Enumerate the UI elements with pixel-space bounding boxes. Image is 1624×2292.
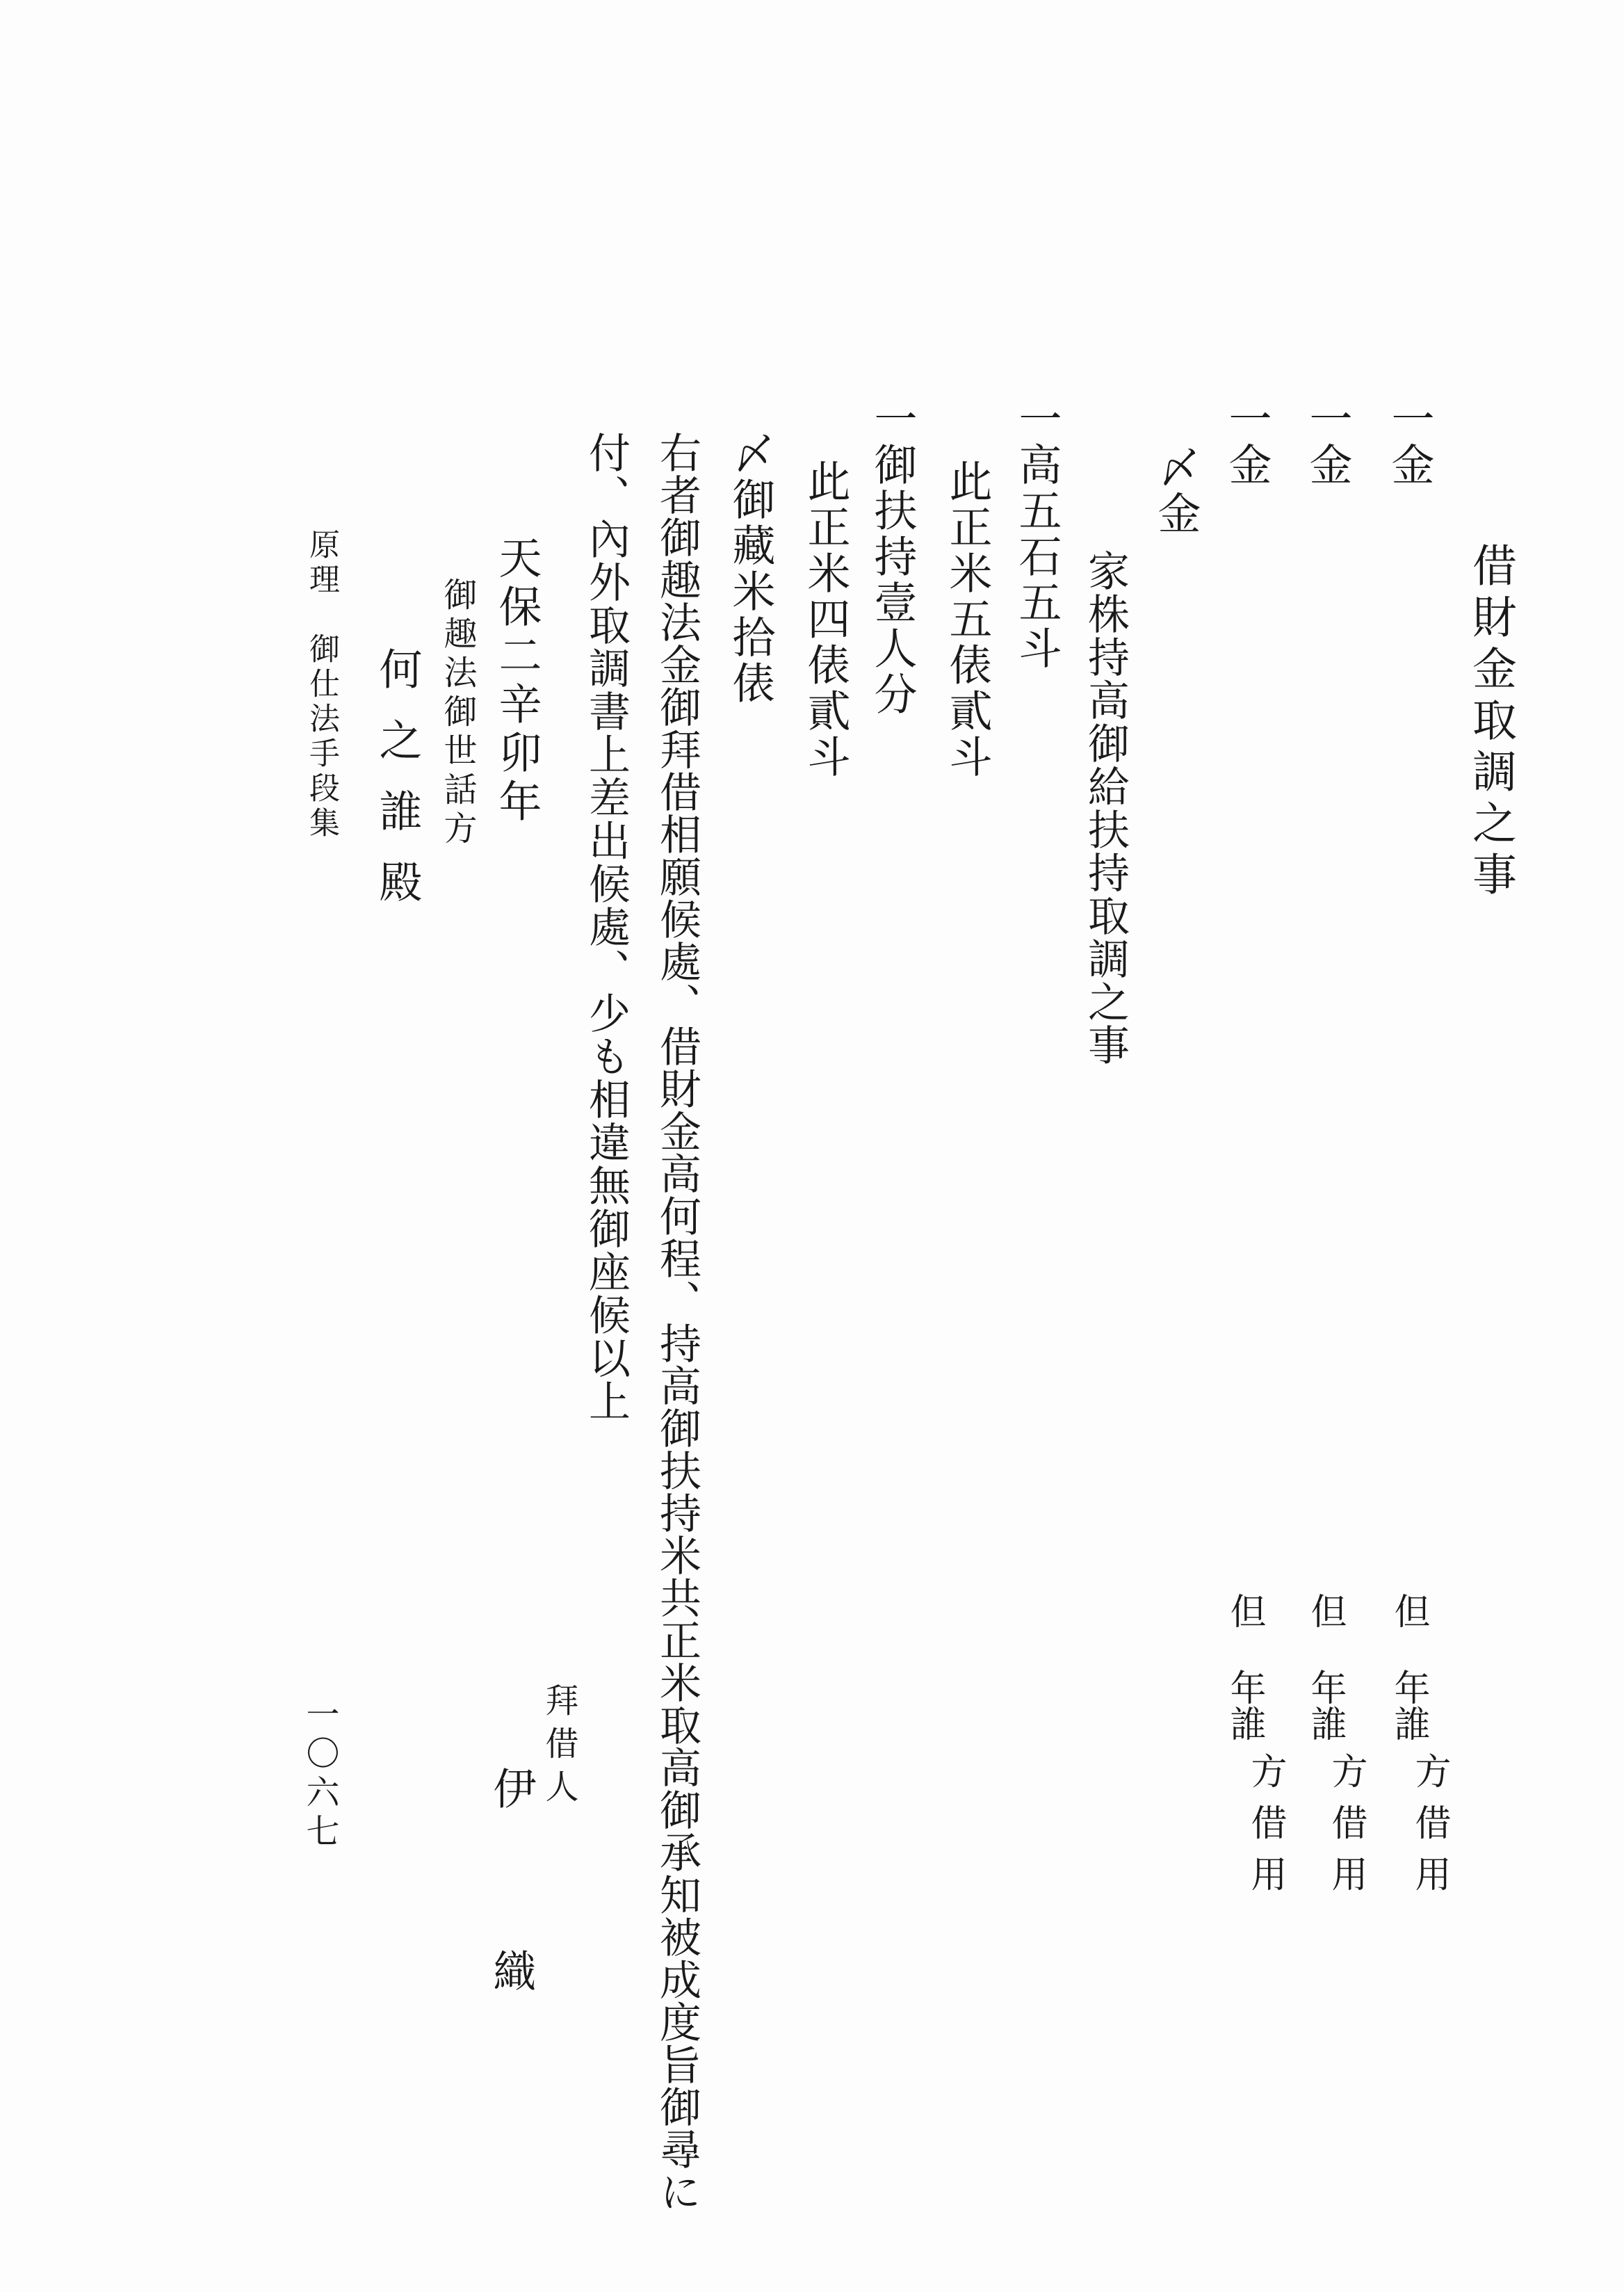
note-1-b: 年誰 — [1388, 1669, 1429, 1741]
footer-source: 原理 御仕法手段集 — [304, 528, 339, 841]
note-2-b: 年誰 — [1304, 1669, 1346, 1741]
entry-kura: 〆御藏米拾俵 — [725, 431, 776, 707]
addressee-department: 御趣法御世話方 — [438, 577, 477, 850]
note-1 — [1390, 1592, 1427, 1644]
note-2-a: 但 — [1304, 1592, 1346, 1644]
note-3-c: 方借用 — [1244, 1752, 1286, 1907]
note-1-a: 但 — [1388, 1592, 1429, 1644]
note-2 — [1304, 1592, 1346, 1644]
note-3-a: 但 — [1224, 1592, 1265, 1644]
entry-fuchi: 一御扶持壹人分 — [867, 396, 918, 718]
entry-line-total: 〆金 — [1151, 445, 1201, 537]
signer-name: 伊織 — [486, 1766, 537, 2131]
note-3-b: 年誰 — [1224, 1669, 1265, 1741]
entry-taka-note: 此正米五俵貳斗 — [942, 459, 993, 780]
document-title: 借財金取調之事 — [1465, 542, 1516, 903]
entry-line-2: 一金 — [1302, 396, 1353, 488]
page-number: 一〇六七 — [300, 1697, 339, 1853]
body-line-2: 付、內外取調書上差出候處、少も相違無御座候以上 — [582, 431, 631, 1423]
entry-line-3: 一金 — [1221, 396, 1272, 488]
entry-line-1: 一金 — [1384, 396, 1435, 488]
document-date: 天保二辛卯年 — [492, 535, 542, 828]
body-line-1: 右者御趣法金御拜借相願候處、借財金高何程、持高御扶持米共正米取高御承知被成度旨御尋に — [653, 431, 701, 2213]
note-2-c: 方借用 — [1325, 1752, 1367, 1907]
addressee-name: 何之誰殿 — [372, 647, 423, 930]
signer-label: 拜借人 — [539, 1683, 578, 1812]
entry-taka: 一高五石五斗 — [1012, 396, 1062, 672]
entry-fuchi-note: 此正米四俵貳斗 — [800, 459, 851, 780]
note-1-c: 方借用 — [1408, 1752, 1450, 1907]
section-subtitle: 家株持高御給扶持取調之事 — [1081, 549, 1130, 1067]
note-3 — [1224, 1592, 1265, 1644]
